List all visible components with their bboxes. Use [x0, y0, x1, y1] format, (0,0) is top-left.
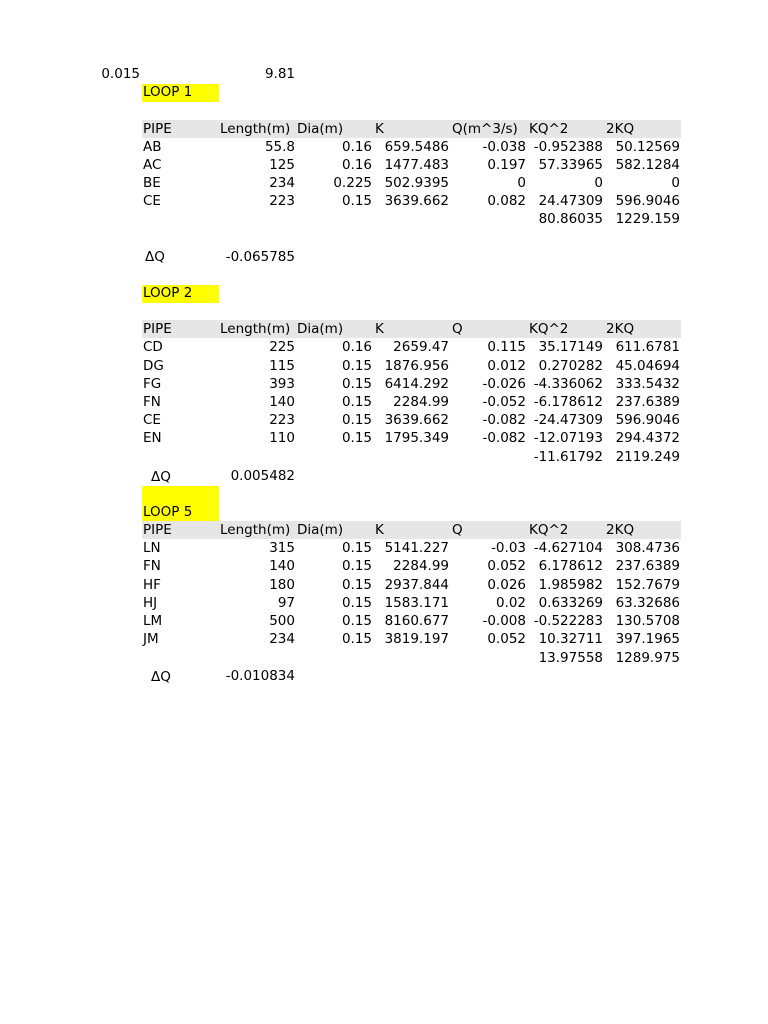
table-cell: 333.5432	[615, 376, 680, 392]
table-cell: 0.16	[341, 139, 372, 155]
table-cell: JM	[143, 631, 159, 647]
table-cell: -0.026	[482, 376, 526, 392]
table-cell: -0.522283	[533, 613, 603, 629]
table-cell: 180	[269, 577, 295, 593]
table-cell: LN	[143, 540, 161, 556]
table-cell: 237.6389	[615, 558, 680, 574]
table-cell: CD	[143, 339, 163, 355]
table-cell: 0.197	[487, 157, 526, 173]
table-cell: 1795.349	[384, 430, 449, 446]
table-cell: 223	[269, 193, 295, 209]
loop5-delta-label: ΔQ	[151, 669, 171, 685]
table-cell: 0.15	[341, 376, 372, 392]
loop2-header-length: Length(m)	[220, 321, 291, 337]
loop2-header-2kq: 2KQ	[606, 321, 635, 337]
table-cell: 0	[671, 175, 680, 191]
table-cell: 0.15	[341, 394, 372, 410]
table-cell: 0.15	[341, 631, 372, 647]
loop2-delta-value: 0.005482	[230, 468, 295, 484]
table-cell: 0.15	[341, 358, 372, 374]
table-cell: 0.052	[487, 558, 526, 574]
table-cell: 0.15	[341, 540, 372, 556]
loop1-delta-label: ΔQ	[145, 249, 165, 265]
loop1-header-length: Length(m)	[220, 121, 291, 137]
table-cell: 0.026	[487, 577, 526, 593]
table-cell: 55.8	[264, 139, 295, 155]
table-cell: 0.16	[341, 157, 372, 173]
loop5-header-2kq: 2KQ	[606, 522, 635, 538]
loop2-header-kq2: KQ^2	[529, 321, 569, 337]
table-cell: 611.6781	[615, 339, 680, 355]
table-cell: -0.082	[482, 412, 526, 428]
loop5-header-q: Q	[452, 522, 463, 538]
table-cell: 0.15	[341, 558, 372, 574]
table-cell: 0.15	[341, 577, 372, 593]
table-cell: 1.985982	[538, 577, 603, 593]
table-cell: 97	[277, 595, 295, 611]
table-cell: HF	[143, 577, 161, 593]
table-cell: 140	[269, 394, 295, 410]
table-cell: 0.225	[333, 175, 372, 191]
gravity-constant: 9.81	[264, 66, 295, 82]
table-cell: CE	[143, 412, 161, 428]
loop2-sum-kq2: -11.61792	[533, 449, 603, 465]
table-cell: BE	[143, 175, 161, 191]
table-cell: 223	[269, 412, 295, 428]
table-cell: 502.9395	[384, 175, 449, 191]
table-cell: 0	[594, 175, 603, 191]
table-cell: FN	[143, 394, 161, 410]
loop2-header-dia: Dia(m)	[297, 321, 344, 337]
table-cell: -24.47309	[533, 412, 603, 428]
table-cell: 2937.844	[384, 577, 449, 593]
loop1-header-q: Q(m^3/s)	[452, 121, 518, 137]
loop1-delta-value: -0.065785	[225, 249, 295, 265]
table-cell: 0.082	[487, 193, 526, 209]
table-cell: 596.9046	[615, 412, 680, 428]
table-cell: 6414.292	[384, 376, 449, 392]
table-cell: -0.052	[482, 394, 526, 410]
loop1-title: LOOP 1	[143, 84, 193, 100]
table-cell: 659.5486	[384, 139, 449, 155]
table-cell: FG	[143, 376, 162, 392]
table-cell: -6.178612	[533, 394, 603, 410]
table-cell: 125	[269, 157, 295, 173]
table-cell: 234	[269, 631, 295, 647]
table-cell: 2284.99	[393, 558, 449, 574]
table-cell: 308.4736	[615, 540, 680, 556]
table-cell: LM	[143, 613, 163, 629]
table-cell: 3819.197	[384, 631, 449, 647]
table-cell: 294.4372	[615, 430, 680, 446]
table-cell: EN	[143, 430, 162, 446]
table-cell: 0.633269	[538, 595, 603, 611]
table-cell: 5141.227	[384, 540, 449, 556]
loop1-sum-2kq: 1229.159	[615, 211, 680, 227]
table-cell: 3639.662	[384, 193, 449, 209]
table-cell: 140	[269, 558, 295, 574]
loop2-header-k: K	[375, 321, 384, 337]
table-cell: 0.02	[495, 595, 526, 611]
loop1-header-dia: Dia(m)	[297, 121, 344, 137]
loop2-header-pipe: PIPE	[143, 321, 172, 337]
loop1-header-pipe: PIPE	[143, 121, 172, 137]
table-cell: 397.1965	[615, 631, 680, 647]
loop1-header-2kq: 2KQ	[606, 121, 635, 137]
loop5-delta-value: -0.010834	[225, 668, 295, 684]
table-cell: 1583.171	[384, 595, 449, 611]
table-cell: 237.6389	[615, 394, 680, 410]
table-cell: DG	[143, 358, 164, 374]
table-cell: -0.038	[482, 139, 526, 155]
table-cell: 0.15	[341, 595, 372, 611]
table-cell: 1477.483	[384, 157, 449, 173]
loop5-title: LOOP 5	[143, 504, 193, 520]
table-cell: -0.082	[482, 430, 526, 446]
table-cell: 152.7679	[615, 577, 680, 593]
table-cell: 8160.677	[384, 613, 449, 629]
table-cell: 0.16	[341, 339, 372, 355]
table-cell: -4.336062	[533, 376, 603, 392]
loop2-sum-2kq: 2119.249	[615, 449, 680, 465]
table-cell: 0	[517, 175, 526, 191]
table-cell: 1876.956	[384, 358, 449, 374]
loop5-sum-2kq: 1289.975	[615, 650, 680, 666]
table-cell: 0.15	[341, 613, 372, 629]
table-cell: -0.008	[482, 613, 526, 629]
table-cell: 50.12569	[615, 139, 680, 155]
table-cell: 0.012	[487, 358, 526, 374]
table-cell: -4.627104	[533, 540, 603, 556]
table-cell: FN	[143, 558, 161, 574]
table-cell: 393	[269, 376, 295, 392]
loop2-header-q: Q	[452, 321, 463, 337]
table-cell: 315	[269, 540, 295, 556]
friction-constant: 0.015	[101, 66, 140, 82]
table-cell: AB	[143, 139, 162, 155]
table-cell: 596.9046	[615, 193, 680, 209]
loop5-header-kq2: KQ^2	[529, 522, 569, 538]
table-cell: 24.47309	[538, 193, 603, 209]
table-cell: 3639.662	[384, 412, 449, 428]
table-cell: 0.115	[487, 339, 526, 355]
table-cell: 110	[269, 430, 295, 446]
table-cell: 0.15	[341, 430, 372, 446]
table-cell: 63.32686	[615, 595, 680, 611]
loop1-sum-kq2: 80.86035	[538, 211, 603, 227]
table-cell: AC	[143, 157, 162, 173]
loop5-sum-kq2: 13.97558	[538, 650, 603, 666]
loop5-header-k: K	[375, 522, 384, 538]
table-cell: 10.32711	[538, 631, 603, 647]
loop5-header-dia: Dia(m)	[297, 522, 344, 538]
table-cell: -0.952388	[533, 139, 603, 155]
loop2-delta-label: ΔQ	[151, 469, 171, 485]
table-cell: 115	[269, 358, 295, 374]
table-cell: 0.270282	[538, 358, 603, 374]
loop1-header-k: K	[375, 121, 384, 137]
loop5-header-length: Length(m)	[220, 522, 291, 538]
table-cell: 0.052	[487, 631, 526, 647]
loop1-header-kq2: KQ^2	[529, 121, 569, 137]
table-cell: 225	[269, 339, 295, 355]
table-cell: 0.15	[341, 193, 372, 209]
table-cell: 45.04694	[615, 358, 680, 374]
loop2-title: LOOP 2	[143, 285, 193, 301]
table-cell: 57.33965	[538, 157, 603, 173]
table-cell: -12.07193	[533, 430, 603, 446]
table-cell: 500	[269, 613, 295, 629]
table-cell: 35.17149	[538, 339, 603, 355]
table-cell: 2284.99	[393, 394, 449, 410]
table-cell: 2659.47	[393, 339, 449, 355]
table-cell: HJ	[143, 595, 158, 611]
table-cell: 582.1284	[615, 157, 680, 173]
table-cell: 0.15	[341, 412, 372, 428]
table-cell: 234	[269, 175, 295, 191]
table-cell: 130.5708	[615, 613, 680, 629]
table-cell: -0.03	[491, 540, 526, 556]
table-cell: CE	[143, 193, 161, 209]
table-cell: 6.178612	[538, 558, 603, 574]
loop5-header-pipe: PIPE	[143, 522, 172, 538]
